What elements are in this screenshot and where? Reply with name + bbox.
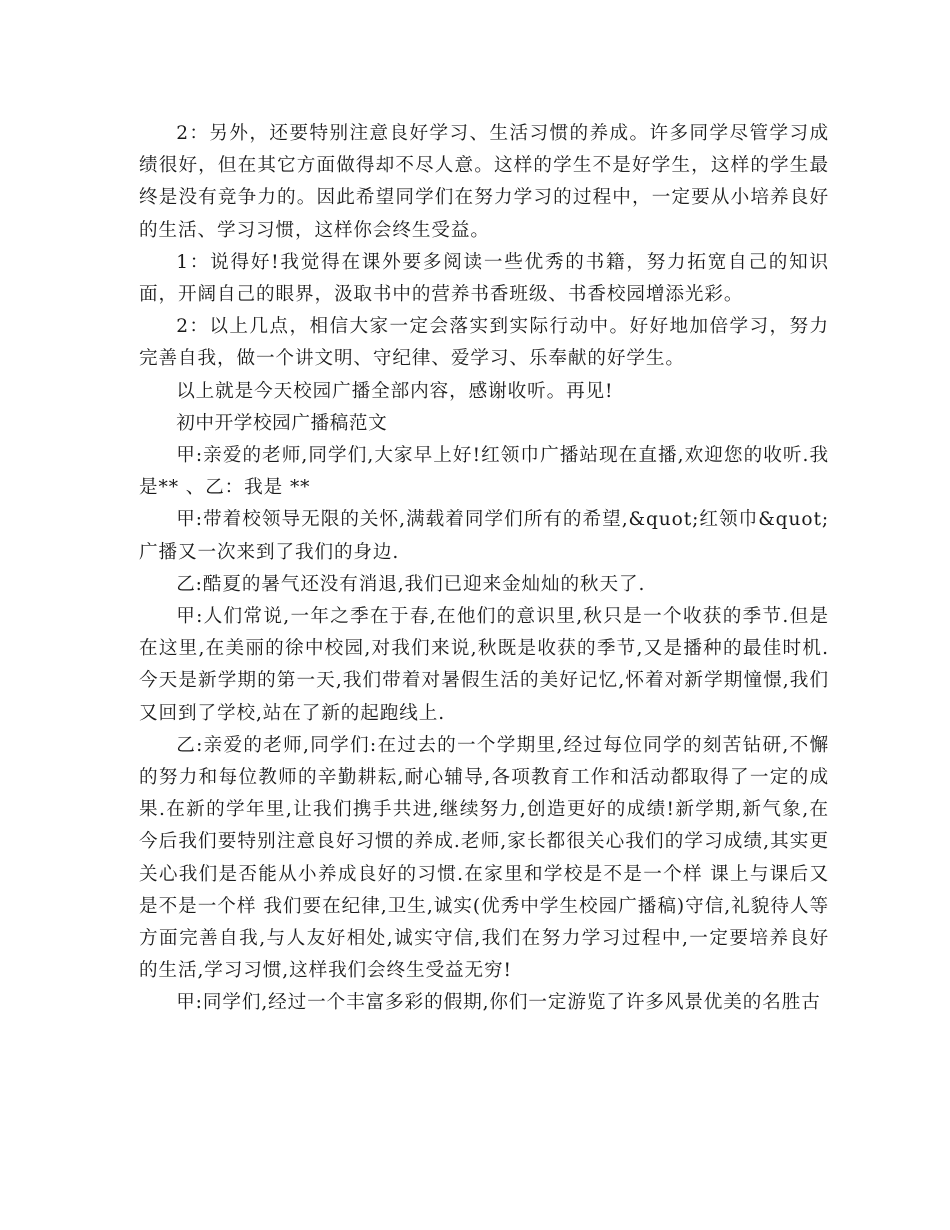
paragraph-new-term: 甲:人们常说,一年之季在于春,在他们的意识里,秋只是一个收获的季节.但是在这里,在美丽的徐中校园,对我们来说,秋既是收获的季节,又是播种的最佳时机.今天是新学期的第一天,我们带着对暑假生活的美好记忆,怀着对新学期憧憬,我们又回到了学校,站在了新的起跑线上. — [139, 606, 829, 724]
document-body — [139, 118, 829, 1020]
paragraph-greeting: 甲:亲爱的老师,同学们,大家早上好!红领巾广播站现在直播,欢迎您的收听.我是** 、乙：我是 ** — [139, 445, 829, 499]
paragraph-teachers: 乙:亲爱的老师,同学们:在过去的一个学期里,经过每位同学的刻苦钻研,不懈的努力和每位教师的辛勤耕耘,耐心辅导,各项教育工作和活动都取得了一定的成果.在新的学年里,让我们携手共进,继续努力,创造更好的成绩!新学期,新气象,在今后我们要特别注意良好习惯的养成.老师,家长都很关心我们的学习成绩,其实更关心我们是否能从小养成良好的习惯.在家里和学校是不是一个样 课上与课后又是不是一个样 我们要在纪律,卫生,诚实(优秀中学生校园广播稿)守信,礼貌待人等方面完善自我,与人友好相处,诚实守信,我们在努力学习过程中,一定要培养良好的生活,学习习惯,这样我们会终生受益无穷! — [139, 734, 829, 982]
paragraph-reading: 1：说得好!我觉得在课外要多阅读一些优秀的书籍，努力拓宽自己的知识面，开阔自己的眼界，汲取书中的营养书香班级、书香校园增添光彩。 — [139, 251, 829, 306]
paragraph-broadcast-intro: 甲:带着校领导无限的关怀,满载着同学们所有的希望,&quot;红领巾&quot;广播又一次来到了我们的身边. — [139, 509, 829, 563]
paragraph-habits: 2：另外，还要特别注意良好学习、生活习惯的养成。许多同学尽管学习成绩很好，但在其它方面做得却不尽人意。这样的学生不是好学生，这样的学生最终是没有竞争力的。因此希望同学们在努力学习的过程中，一定要从小培养良好的生活、学习习惯，这样你会终生受益。 — [139, 123, 829, 241]
paragraph-closing: 以上就是今天校园广播全部内容，感谢收听。再见! — [176, 380, 614, 402]
paragraph-action: 2：以上几点，相信大家一定会落实到实际行动中。好好地加倍学习，努力完善自我，做一个讲文明、守纪律、爱学习、乐奉献的好学生。 — [139, 316, 829, 370]
section-title: 初中开学校园广播稿范文 — [176, 412, 388, 434]
paragraph-autumn: 乙:酷夏的暑气还没有消退,我们已迎来金灿灿的秋天了. — [176, 573, 646, 595]
paragraph-holiday: 甲:同学们,经过一个丰富多彩的假期,你们一定游览了许多风景优美的名胜古 — [176, 992, 821, 1014]
